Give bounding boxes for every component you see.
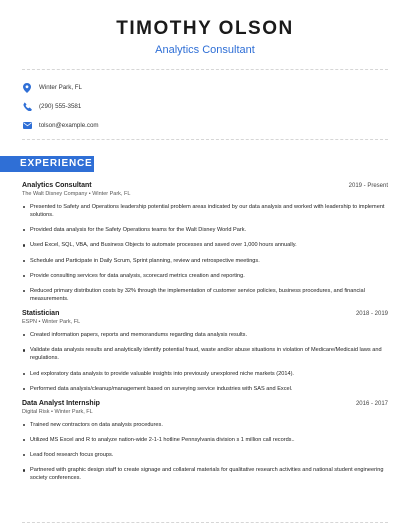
experience-list <box>0 182 410 482</box>
contact-list <box>0 70 410 139</box>
job-dates: 2016 - 2017 <box>355 400 388 407</box>
contact-location-text: Winter Park, FL <box>39 84 82 91</box>
contact-email-text: tolson@example.com <box>39 122 99 129</box>
job-header <box>22 310 388 317</box>
job-bullets <box>22 331 388 393</box>
job-bullets <box>22 421 388 483</box>
job-bullet: Validate data analysis results and analytically identify potential fraud, waste and/or abuse situations in violation of Medicare/Medicaid laws and regulations. <box>22 346 388 362</box>
phone-icon <box>22 102 32 112</box>
job-company: Digital Risk • Winter Park, FL <box>22 408 93 415</box>
job-header <box>22 182 388 189</box>
divider <box>22 522 388 523</box>
job-bullet: Used Excel, SQL, VBA, and Business Objects to automate processes and saved over 1,000 hours annually. <box>22 241 388 249</box>
job-bullets <box>22 203 388 303</box>
job-header <box>22 400 388 407</box>
job-bullet: Presented to Safety and Operations leadership potential problem areas indicated by our data analysis and worked with leadership to implement solutions. <box>22 203 388 219</box>
job-title: Analytics Consultant <box>22 182 92 189</box>
job-bullet: Led exploratory data analysis to provide valuable insights into previously unexplored niche markets (2014). <box>22 370 388 378</box>
job-title: Data Analyst Internship <box>22 399 100 407</box>
job-bullet: Provide consulting services for data analysis, scorecard metrics creation and reporting. <box>22 272 388 280</box>
job-company: ESPN • Winter Park, FL <box>22 319 81 326</box>
job-bullet: Reduced primary distribution costs by 32% through the implementation of customer service policies, business procedures, and financial measurements. <box>22 287 388 303</box>
email-icon <box>22 121 32 131</box>
job-title: Statistician <box>22 310 60 318</box>
job-dates: 2019 - Present <box>348 183 388 189</box>
divider <box>22 139 388 140</box>
job-bullet: Performed data analysis/cleanup/management based on surveying service industries with SAS and Excel. <box>22 385 388 393</box>
job-entry <box>22 182 388 303</box>
job-bullet: Provided data analysis for the Safety Operations teams for the Walt Disney World Park. <box>22 226 388 234</box>
job-bullet: Created information papers, reports and memorandums regarding data analysis results. <box>22 331 388 339</box>
candidate-name: TIMOTHY OLSON <box>116 18 294 39</box>
job-company: The Walt Disney Company • Winter Park, FL <box>22 191 131 197</box>
job-entry <box>22 400 388 483</box>
section-heading-experience: EXPERIENCE <box>0 156 94 172</box>
contact-email <box>22 116 410 135</box>
job-bullet: Lead food research focus groups. <box>22 451 388 459</box>
job-dates: 2018 - 2019 <box>355 311 388 318</box>
job-bullet: Partnered with graphic design staff to create signage and collateral materials for qualitative research activities and national student engineering society conferences. <box>22 466 388 482</box>
job-bullet: Trained new contractors on data analysis procedures. <box>22 421 388 429</box>
resume-header <box>0 0 410 56</box>
contact-location <box>22 78 410 97</box>
contact-phone-text: (290) 555-3581 <box>39 103 82 110</box>
location-pin-icon <box>22 83 32 93</box>
job-bullet: Utilized MS Excel and R to analyze nation-wide 2-1-1 hotline Pennsylvania division s 1 million call records.. <box>22 436 388 444</box>
candidate-role: Analytics Consultant <box>155 44 255 56</box>
job-entry <box>22 310 388 393</box>
contact-phone <box>22 97 410 116</box>
job-bullet: Schedule and Participate in Daily Scrum, Sprint planning, review and retrospective meetings. <box>22 257 388 265</box>
